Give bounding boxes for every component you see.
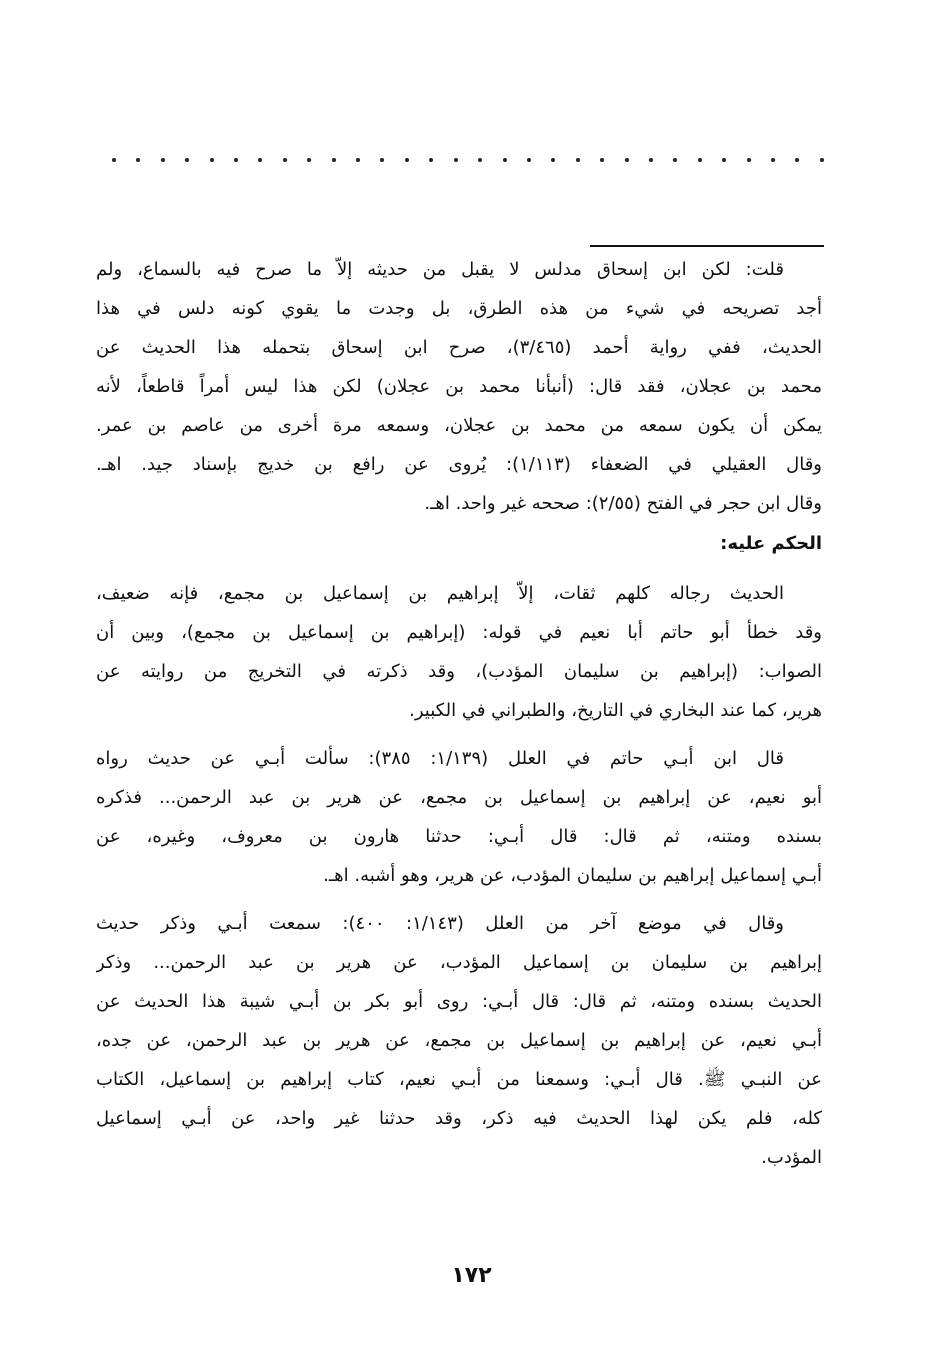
body-paragraph — [96, 904, 822, 1177]
text-line: كله، فلم يكن لهذا الحديث فيه ذكر، وقد حدثنا غير واحد، عن أبـي إسماعيل — [96, 1108, 822, 1129]
separator-dot — [771, 158, 775, 162]
separator-dot — [307, 158, 311, 162]
text-line: وقد خطأ أبو حاتم أبا نعيم في قوله: (إبراهيم بن إسماعيل بن مجمع)، وبين أن — [96, 622, 822, 643]
separator-dot — [210, 158, 214, 162]
footnote-paragraph — [96, 484, 822, 523]
text-line: وقال العقيلي في الضعفاء (١/١١٣): يُروى عن رافع بن خديج بإسناد جيد. اهـ. — [96, 454, 822, 475]
text-line: هرير، كما عند البخاري في التاريخ، والطبراني في الكبير. — [409, 700, 822, 721]
body-paragraph — [96, 739, 822, 895]
separator-dot — [673, 158, 677, 162]
separator-dot — [698, 158, 702, 162]
separator-dot — [332, 158, 336, 162]
text-line: الحديث، ففي رواية أحمد (٣/٤٦٥)، صرح ابن إسحاق بتحمله هذا الحديث عن — [96, 337, 822, 358]
separator-dot — [405, 158, 409, 162]
separator-dot — [600, 158, 604, 162]
separator-dot — [258, 158, 262, 162]
text-line: بسنده ومتنه، ثم قال: قال أبـي: حدثنا هارون بن معروف، وغيره، عن — [96, 826, 822, 847]
text-line: عن النبـي ﷺ. قال أبـي: وسمعنا من أبـي نعيم، كتاب إبراهيم بن إسماعيل، الكتاب — [96, 1069, 822, 1090]
text-line: المؤدب. — [761, 1147, 822, 1168]
separator-dot — [185, 158, 189, 162]
separator-dot — [795, 158, 799, 162]
text-line: أجد تصريحه في شيء من هذه الطرق، بل وجدت ما يقوي كونه دلس في هذا — [96, 298, 822, 319]
text-line: أبـي نعيم، عن إبراهيم بن إسماعيل بن مجمع، عن هرير بن عبد الرحمن، عن جده، — [96, 1030, 822, 1051]
separator-dot — [576, 158, 580, 162]
separator-dot — [161, 158, 165, 162]
separator-dot — [625, 158, 629, 162]
section-separator — [112, 150, 824, 170]
separator-dot — [234, 158, 238, 162]
separator-dot — [820, 158, 824, 162]
text-line: وقال في موضع آخر من العلل (١/١٤٣: ٤٠٠): سمعت أبـي وذكر حديث — [96, 913, 784, 934]
text-line: يمكن أن يكون سمعه من محمد بن عجلان، وسمعه مرة أخرى من عاصم بن عمر. — [96, 415, 822, 436]
text-line: الحديث بسنده ومتنه، ثم قال: قال أبـي: روى أبو بكر بن أبـي شيبة هذا الحديث عن — [96, 991, 822, 1012]
text-line: وقال ابن حجر في الفتح (٢/٥٥): صححه غير واحد. اهـ. — [424, 493, 822, 514]
separator-dot — [551, 158, 555, 162]
text-line: أبـي إسماعيل إبراهيم بن سليمان المؤدب، عن هرير، وهو أشبه. اهـ. — [323, 865, 822, 886]
body-paragraph — [96, 574, 822, 730]
separator-dot — [136, 158, 140, 162]
footnote-paragraph — [96, 250, 822, 445]
page-number: ١٧٢ — [451, 1263, 492, 1288]
text-line: الصواب: (إبراهيم بن سليمان المؤدب)، وقد ذكرته في التخريج من روايته عن — [96, 661, 822, 682]
separator-dot — [356, 158, 360, 162]
separator-dot — [478, 158, 482, 162]
separator-dot — [380, 158, 384, 162]
section-heading: الحكم عليه: — [720, 533, 822, 554]
separator-dot — [112, 158, 116, 162]
separator-dot — [649, 158, 653, 162]
text-line: قال ابن أبـي حاتم في العلل (١/١٣٩: ٣٨٥): سألت أبـي عن حديث رواه — [96, 748, 784, 769]
separator-dot — [527, 158, 531, 162]
text-line: أبو نعيم، عن إبراهيم بن إسماعيل بن مجمع، عن هرير بن عبد الرحمن... فذكره — [96, 787, 822, 808]
text-line: محمد بن عجلان، فقد قال: (أنبأنا محمد بن عجلان) لكن هذا ليس أمراً قاطعاً، لأنه — [96, 376, 822, 397]
footnote-paragraph — [96, 445, 822, 484]
text-line: الحديث رجاله كلهم ثقات، إلاّ إبراهيم بن إسماعيل بن مجمع، فإنه ضعيف، — [96, 583, 784, 604]
separator-dot — [503, 158, 507, 162]
text-line: إبراهيم بن سليمان بن إسماعيل المؤدب، عن هرير بن عبد الرحمن... وذكر — [96, 952, 822, 973]
separator-dot — [747, 158, 751, 162]
separator-dot — [429, 158, 433, 162]
separator-dot — [283, 158, 287, 162]
separator-dot — [454, 158, 458, 162]
separator-dot — [722, 158, 726, 162]
page-body — [96, 250, 822, 1177]
text-line: قلت: لكن ابن إسحاق مدلس لا يقبل من حديثه إلاّ ما صرح فيه بالسماع، ولم — [96, 259, 784, 280]
footnote-rule — [590, 245, 824, 247]
